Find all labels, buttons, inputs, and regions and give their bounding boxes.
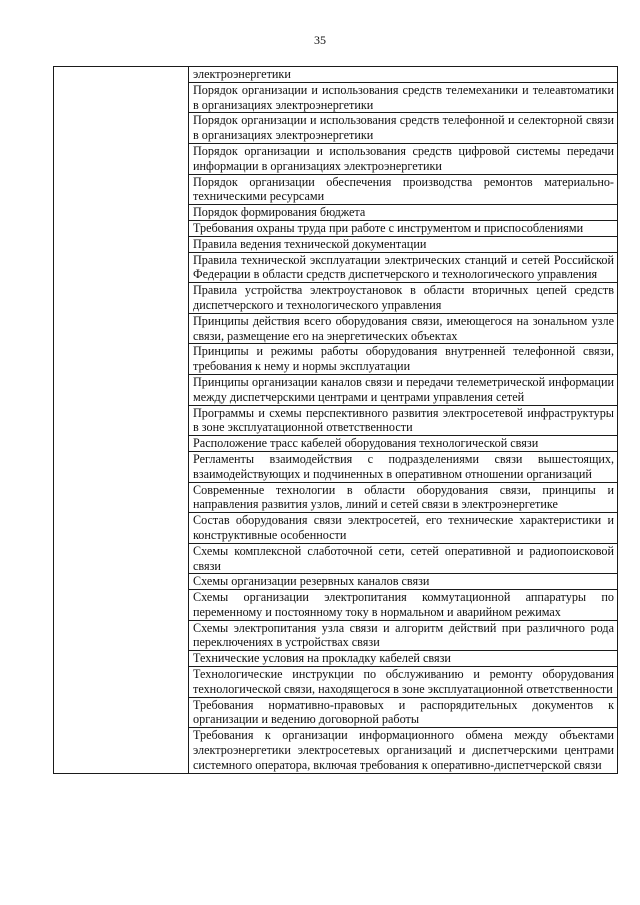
requirement-cell: Требования нормативно-правовых и распорядительных документов к организации и ведению договорной работы <box>189 697 618 728</box>
requirement-cell: Принципы действия всего оборудования связи, имеющегося на зональном узле связи, размещение его на энергетических объектах <box>189 313 618 344</box>
requirement-cell: Современные технологии в области оборудования связи, принципы и направления развития узлов, линий и сетей связи в электроэнергетике <box>189 482 618 513</box>
requirement-cell: Правила устройства электроустановок в области вторичных цепей средств диспетчерского и технологического управления <box>189 283 618 314</box>
requirement-cell: Технологические инструкции по обслуживанию и ремонту оборудования технологической связи, находящегося в зоне эксплуатационной ответственности <box>189 667 618 698</box>
requirement-cell: Регламенты взаимодействия с подразделениями связи вышестоящих, взаимодействующих и подчиненных в оперативном отношении организаций <box>189 451 618 482</box>
requirement-cell: Правила ведения технической документации <box>189 236 618 252</box>
requirement-cell: Принципы организации каналов связи и передачи телеметрической информации между диспетчерскими центрами и центрами управления сетей <box>189 374 618 405</box>
page-number: 35 <box>314 33 326 47</box>
requirement-cell: Порядок организации и использования средств цифровой системы передачи информации в организациях электроэнергетики <box>189 143 618 174</box>
requirement-cell: Порядок организации и использования средств телемеханики и телеавтоматики в организациях электроэнергетики <box>189 82 618 113</box>
requirement-cell: электроэнергетики <box>189 67 618 83</box>
requirement-cell: Требования к организации информационного обмена между объектами электроэнергетики электросетевых организаций и диспетчерскими центрами системного оператора, включая требования к оперативно-диспетчерской связи <box>189 728 618 773</box>
table-body <box>54 67 618 774</box>
knowledge-table <box>53 66 618 774</box>
requirement-cell: Программы и схемы перспективного развития электросетевой инфраструктуры в зоне эксплуатационной ответственности <box>189 405 618 436</box>
requirement-cell: Правила технической эксплуатации электрических станций и сетей Российской Федерации в области средств диспетчерского и технологического управления <box>189 252 618 283</box>
requirement-cell: Порядок формирования бюджета <box>189 205 618 221</box>
table-row <box>54 67 618 83</box>
requirement-cell: Принципы и режимы работы оборудования внутренней телефонной связи, требования к нему и нормы эксплуатации <box>189 344 618 375</box>
requirement-cell: Порядок организации и использования средств телефонной и селекторной связи в организациях электроэнергетики <box>189 113 618 144</box>
requirement-cell: Состав оборудования связи электросетей, его технические характеристики и конструктивные особенности <box>189 513 618 544</box>
requirement-cell: Схемы электропитания узла связи и алгоритм действий при различного рода переключениях в устройствах связи <box>189 620 618 651</box>
requirement-cell: Технические условия на прокладку кабелей связи <box>189 651 618 667</box>
requirement-cell: Порядок организации обеспечения производства ремонтов материально-техническими ресурсами <box>189 174 618 205</box>
requirement-cell: Схемы организации резервных каналов связи <box>189 574 618 590</box>
left-column-cell <box>54 67 189 774</box>
requirement-cell: Требования охраны труда при работе с инструментом и приспособлениями <box>189 220 618 236</box>
requirement-cell: Схемы организации электропитания коммутационной аппаратуры по переменному и постоянному току в нормальном и аварийном режимах <box>189 590 618 621</box>
requirement-cell: Схемы комплексной слаботочной сети, сетей оперативной и радиопоисковой связи <box>189 543 618 574</box>
requirement-cell: Расположение трасс кабелей оборудования технологической связи <box>189 436 618 452</box>
